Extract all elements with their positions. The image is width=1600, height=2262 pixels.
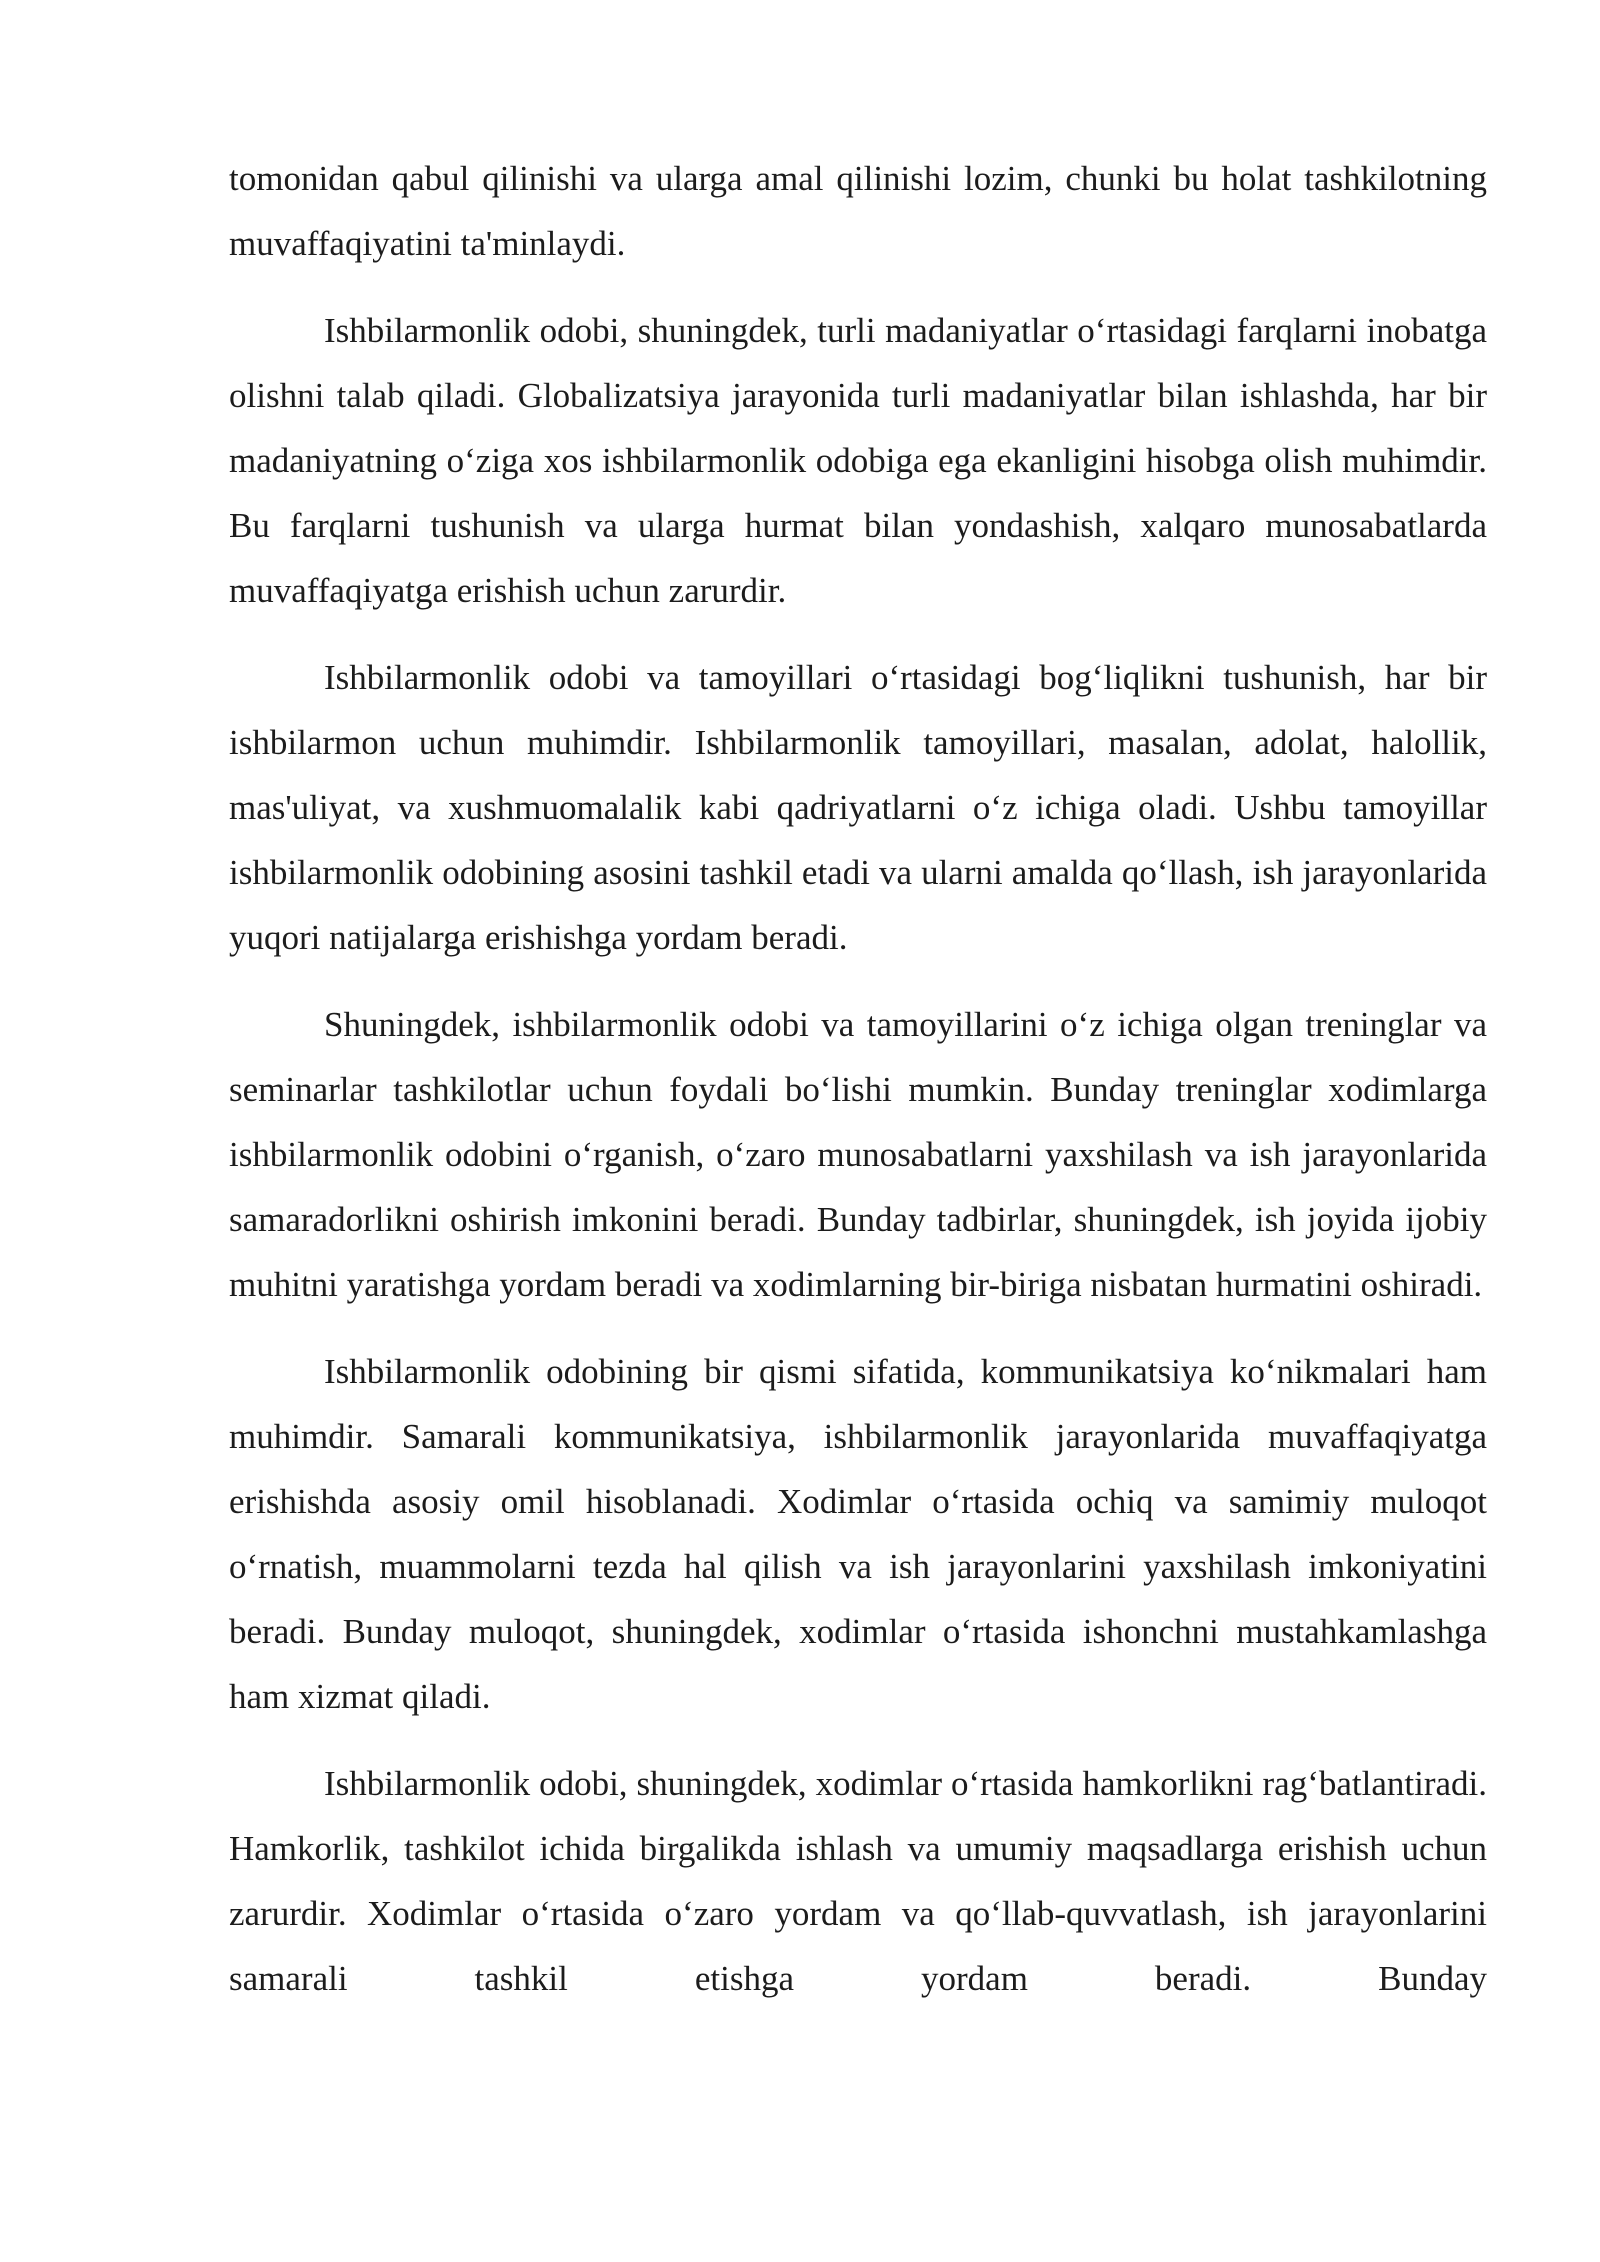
paragraph-continued: tomonidan qabul qilinishi va ularga amal qilinishi lozim, chunki bu holat tashkilotning muvaffaqiyatini ta'minlaydi. bbox=[229, 159, 1487, 263]
document-body bbox=[229, 146, 1487, 2033]
paragraph-trainings: Shuningdek, ishbilarmonlik odobi va tamoyillarini o‘z ichiga olgan treninglar va seminarlar tashkilotlar uchun foydali bo‘lishi mumkin. Bunday treninglar xodimlarga ishbilarmonlik odobini o‘rganish, o‘zaro munosabatlarni yaxshilash va ish jarayonlarida samaradorlikni oshirish imkonini beradi. Bunday tadbirlar, shuningdek, ish joyida ijobiy muhitni yaratishga yordam beradi va xodimlarning bir-biriga nisbatan hurmatini oshiradi. bbox=[229, 1005, 1487, 1304]
paragraph-communication: Ishbilarmonlik odobining bir qismi sifatida, kommunikatsiya ko‘nikmalari ham muhimdir. Samarali kommunikatsiya, ishbilarmonlik jarayonlarida muvaffaqiyatga erishishda asosiy omil hisoblanadi. Xodimlar o‘rtasida ochiq va samimiy muloqot o‘rnatish, muammolarni tezda hal qilish va ish jarayonlarini yaxshilash imkoniyatini beradi. Bunday muloqot, shuningdek, xodimlar o‘rtasida ishonchni mustahkamlashga ham xizmat qiladi. bbox=[229, 1352, 1487, 1716]
paragraph-cooperation: Ishbilarmonlik odobi, shuningdek, xodimlar o‘rtasida hamkorlikni rag‘batlantiradi. Hamkorlik, tashkilot ichida birgalikda ishlash va umumiy maqsadlarga erishish uchun zarurdir. Xodimlar o‘rtasida o‘zaro yordam va qo‘llab-quvvatlash, ish jarayonlarini samarali tashkil etishga yordam beradi. Bunday bbox=[229, 1764, 1487, 1998]
paragraph-principles: Ishbilarmonlik odobi va tamoyillari o‘rtasidagi bog‘liqlikni tushunish, har bir ishbilarmon uchun muhimdir. Ishbilarmonlik tamoyillari, masalan, adolat, halollik, mas'uliyat, va xushmuomalalik kabi qadriyatlarni o‘z ichiga oladi. Ushbu tamoyillar ishbilarmonlik odobining asosini tashkil etadi va ularni amalda qo‘llash, ish jarayonlarida yuqori natijalarga erishishga yordam beradi. bbox=[229, 658, 1487, 957]
paragraph-cultural-differences: Ishbilarmonlik odobi, shuningdek, turli madaniyatlar o‘rtasidagi farqlarni inobatga olishni talab qiladi. Globalizatsiya jarayonida turli madaniyatlar bilan ishlashda, har bir madaniyatning o‘ziga xos ishbilarmonlik odobiga ega ekanligini hisobga olish muhimdir. Bu farqlarni tushunish va ularga hurmat bilan yondashish, xalqaro munosabatlarda muvaffaqiyatga erishish uchun zarurdir. bbox=[229, 311, 1487, 610]
